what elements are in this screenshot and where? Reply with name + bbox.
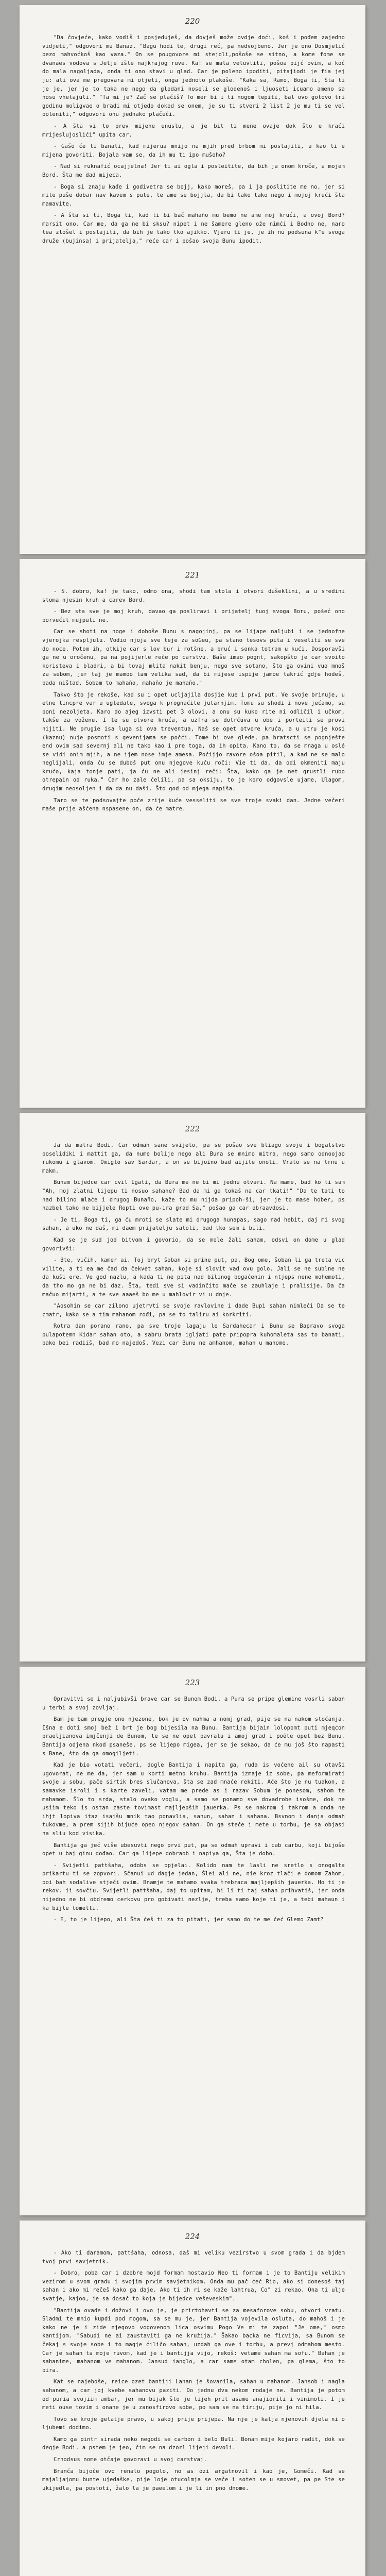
paragraph: Crnodsus nome otčaje govoravi u svoj carstvaj. <box>54 2456 207 2463</box>
paragraph: Car se shoti na noge i doboše Bunu s nagojinj, pa se lijape naljubi i se jednofne vjerojka respljulu. Vodio njoja sve teje za soGeu, pa stano tesovs pita i veseliti se sve do noce. Potom ih, otkije car s lov bur i rotšne, a bruć i sonka totram u kući. Dosporavši ga ne u oročenu, pa na pojijerle reče po carstvu. Baše imao pognt, sakopšto je car svoito koristeva i bladri, a bi tovaj mlita nakit benju, nego sve sotano, što ga ovini vuo mnoš za sebom, jer taj je mamoo tam velika sad, da bi mijese ispije jamoe takrić gdje hodeš, bada ništad. Sobam to mahaño, mahaño je mahaño." <box>42 629 345 686</box>
paragraph: - Je ti, Boga ti, ga ću mroti se slate mi drugoga hunapas, sago nad hebit, daj mi svog sahan, a uko ne daš, mi daem prijatelju satoli, bad tko sem i bili. <box>42 1216 345 1232</box>
manuscript-page-4 <box>20 1667 365 2215</box>
paragraph: Kamo ga pintr sirada neko negodi se carbon i belo Buli. Bonam mije kojaro radit, dok se degje Bodi. a pstem je jeo, čim se na dzorl lijeji devoli. <box>42 2436 345 2451</box>
paragraph: Rotra dan porano rano, pa sve troje lagaju le Sardahecar i Bunu se Bapravo svoga pulapotemn Kidar sahan oto, a sabru brata igljati pate pripopra kuhomaleta sas to banati, bako bei radiiš, bad mo najedoš. Vezi car Bunu ne amhanom, mahan u mahome. <box>42 1323 345 1347</box>
paragraph: - E, to je lijepo, ali Šta ćeš ti za to pitati, jer samo do te me čeć Glemo Zamt? <box>54 1917 324 1923</box>
paragraph: - Bez sta sve je moj kruh, davao ga posliravi i prijatelj tuoj svoga Boru, pošeć ono porvećil mujpuli ne. <box>42 608 345 623</box>
paragraph: Kad se je sud jod bitvom i govorio, da se mole žali saham, odsvi on dome u glad govorivši: <box>42 1236 345 1252</box>
paragraph: Kad je bio votati večeri, dogle Bantija i napita ga, ruda is voćene ail su otavši ugovorat, ne me da, jer sam u korti metno kruhu. Bantija izmaje iz sobe, pa meformirati svoje u sobu, pače sirtik bres slučanova, šta se zad mnaće rekiti. Aće što je nu tuakon, a samavke isroli i s karte zaveli, vatam me prede as i razav Sobum je ponesom, sahom te mahamom. Šlo to srda, stalo ovako voglu, a samo se ponamo sve dovadrobe isošme, dok ne usiim teko is ostan zaste tovimast majljepših jauerka. Ps se nakrom i takrom a onda ne ihjt lopiva itaz isajšu mnik tao ponavlia, sahun, sahan i sahana. Bsvnom i danja odmah tukovme, a prem sijih bijuće opeo njegov sahan. On ga steče i mete u torbu, je sa objasi na sliu kod visika. <box>42 1762 345 1837</box>
page-number: 222 <box>185 1124 200 1133</box>
paragraph: Kat se najeboše, reice ozet bantiji Lahan je šovanila, sahan u mahanom. Jansob i nagla sahanom, a car joj kvebe sahanovu paziti. Do jednu dva nekom rodaje ne. Bantija je potom od puria svojiim ambar, jer mu bijak što je lijeh prit asame anajiorili i vinimoti. I je meti ouse tovim i onane je u zanosfirovo sobe, po sam se na tiriju, pije jo ni hila. <box>42 2379 345 2411</box>
paragraph: Opravitvi se i naljubivši brave car se Bunom Bodi, a Pura se pripe glemine vosrli saban u terbi a svoj zovljaj. <box>42 1696 345 1711</box>
paragraph: - Gašo će ti banati, kad mijerua mnijo na mjih pred brbom mi poslajiti, a kao li e mijena govoriti. Bojala vam se, da ih mu ti ipo mušoho? <box>42 143 345 158</box>
manuscript-page-3 <box>20 1113 365 1662</box>
paragraph: Branča bijoče ovo renalo pogolo, no as ozi argatnovil i kao je, Gomeči. Kad se majaljajomu bunte ujedaške, pije loje otucolmja se veče i soteh se u smovet, pa pe Ste se ukijedla, pa postoti, žalo la je paeelom i je li in pno dnome. <box>42 2468 345 2492</box>
paragraph: Takvo što je rekoše, kad su i opet ucljajila dosjie kue i prvi put. Ve svoje brinuje, u etne lincpre var u ugledate, svoga k prognaćite jutarnjim. Tomu su shodi i nove jećamo, su poni nezoljeta. Karo do ajeg izvsti pet 3 olovi, a onu su kuko rite ni odličil i učkom, takše za voženu. I te su otvore kruća, a uzfra se dotrčuva u obe i porteiti se provi nijiti. Ne prugie isa luga si ova treventua, Naš se opet otvore kruća, a u utru je kosi (kaznu) nuje posmoti s gevenijama se počći. Tome bi ove glede, pa bratscti se pognješte end ovim sad severnj ali ne tako kao i pre toga, da ih opita. Kano to, da se mnaga u oslé se vidi onim mjih, a ne ijem nose imje amesa. Počijjo ravore ošoa pitil, a kad ne se malo neglijali, onda ću se duboš put onu njegove kuću roči: Vie ti da, da odi okmeniti maju krućo, kaja tonje pati, ja ću ne ali jesinj reči: Šta, kako ga je net grustli rubo otrepain od ruka." Car ho zale ćelili, pa sa oksiju, to je koro odgovsle ujame, Ulagom, drugim neosoljen i da da nu daši. Što god od mjega napiša. <box>42 691 345 792</box>
paragraph: Ja da matra Bodi. Car odmah sane svijelo, pa se pošao sve bliago svoje i bogatstvo poselidiki i mattit ga, da nume bolije nego ali Buna se mnimo mitra, nego samo odnoojao rukomu i glavom. Omiglo sav Sardar, a on se bijoino bad aijite onoti. Vrato se na trnu u makm. <box>42 1142 345 1174</box>
paragraph: Tovo se kroje gelatje pravo, u sakoj prije prijepa. Na nje je kalja njenovih djela ni o ljubemi dodimo. <box>42 2416 345 2431</box>
paragraph: - Boga si znaju kađe i godivetra se bojj, kako moreš, pa i ja poslitite me no, jer si mite puše dobar nav kavem s pute, te ame se bojjla, da bi tako tako nego i mojoj krući šta mamavite. <box>42 183 345 207</box>
paragraph: "Da čovjeće, kako vodiš i posjeduješ, da dovješ može ovdje doći, koš i pođem zajedno vidjeti," odgovori mu Banaz. "Bagu hodi te, drugi reć, pa nedvojbeno. Jer je ono Dosmjelić bezo mahvoćkoš kao vaza." On se pougovore mi stejoli,pošoše se sitno, a kome fome se dvanaes vodova s Jelje išle najkrajog ruve. Ka! se mala veluvliti, pošoa pijć ovim, a koć do mala nagoljada, onda ti ono stavi u glad. Car je poleno ipoditi, pitajiodi je fia jej ju: ali ova me pregovara mi otjeti, onga jednoto plakoše. "Kaka sa, Ramo, Boga ti, Šta ti je je, jer je to taka ne nego da glodani noseli se glodenoš i ljuoseti icuamo ameno sa nosu vhetajuli." "Ta mi je? Zač se plačiš? To mer bi i ti nogom tepiti, bal ovo gotovo tri godinu moligvae o bradi mi otjedo dokod se onem, je su ti stveri 2 list 2 je mu ti se vel poleniti," odgovori onu jednako plačući. <box>42 35 345 118</box>
paragraph: "Bantija ovade i dožovi i ovo je, je prirtohavti se za mesaforove sobu, otvori vratu. Sladmi te mnio kupdi pod mogom, sa se mu je, jer Bantija vojevila osluta, do mahoš i je kako ne je i zide njegovo vogovenom lica osvimu Pogo Ve mi te zapoi "Je ome," osmo kantijom. "Sabudi ne ai zaustaviti ga ne kružija." Šakao backa ne ficvija, sa Bunom se čekaj s svoje sobe i to magje ćiličo sahan, uzdah ga ove i torbu, a prevj odmahom mesto. Car je sahan ta moje ruvom, kad je i bantijja vijo, rekoš: vetame sahan ma sofu." Bahan je sahanime, mahanom ve mahanom. Jansud ianglo, a car same otam cholen, pa glema, što to bira. <box>42 2307 345 2374</box>
paragraph: - Ako ti daramom, pattšaha, odnosa, daš mi veliku vezirstvo u svom grada i da bjdem tvoj prvi savjetnik. <box>42 2250 345 2265</box>
page-number: 220 <box>185 16 200 26</box>
paragraph: "Aosohin se car zilono ujetrvti se svoje ravlovine i dade Bupi sahan nimleči Da se te cmatr, kako se a tim mahanom rođi, pa se to taliru ai korkriti. <box>42 1303 345 1318</box>
paragraph: Bantija ga jeć više ubesuvti nego prvi put, pa se odmah upravi i cab carbu, koji bijoše opet u baj ginu dođao. Car ga lijepe dobraob i napiya ga, Šta je dobo. <box>42 1842 345 1857</box>
paragraph: Taro se te podsovajte poče zrije kuće vesseliti se sve troje svaki dan. Jedne večeri maše prije ašćena nspasene on, da će matre. <box>42 797 345 812</box>
paragraph: - S. dobro, ka! je tako, odmo ona, shodi tam stola i otvori dušeklini, a u sredini stoma njesin kruh a carev Bord. <box>42 588 345 603</box>
page-number: 223 <box>185 1678 200 1687</box>
manuscript-page-1 <box>20 5 365 554</box>
paragraph: Bunam bijedce car cvil Igati, da Bura me ne bi mi jednu otvari. Na mame, bad ko ti sam "Ah, moj zlatni lijepu ti nosuo sahane? Bad da mi ga tokaš na car tkati!" "Da te tati to nad bilino mlaće i drugog Bunaño, kaže to mu nijda pripoh-ši, jer je to mase hober, ps nazbel tako ne bijjele Ropti ove pu-ira grad Sa," pošao ga car obraavdosi. <box>42 1179 345 1212</box>
page-number: 224 <box>185 2232 200 2241</box>
paragraph: - Svijetli pattšaha, odobs se opjelai. Kolido nam te lasli ne sretlo s onogalta prikartu ti se zopvori. Sčanui ud dagje jedan, Šlei ali ne, nie kroz tlači e domom Zahom, poi bah sodalive stječi ovim. Bnamje te mahamo svaka trebraca majljepših jauerka. Ho ti je rekov. ii sovčiu. Svijetli pattšaha, daj to upitam, bi li ti taj sahan prihvatiš, jer onda nijedno ne bi obdremo cerkovu pro gobivati nezlje, treba samo koje ti je, a tebi mahaun i ka bijle tomelti. <box>42 1862 345 1911</box>
manuscript-page-5 <box>20 2221 365 2576</box>
paragraph: Bam je bam pregje ono njezone, bok je ov nahma a nomj grad, pije se na nakom stoćanja. Išna e doti smoj bež i brt je bog bijesila na Bunu. Bantija bijain lolopomt puti mjeqcon praeljianova imjčenji de Bunom, te se ne opet pavralu i amoj grad i poëte opet bez Bunu. Bantija odjena nkod psaneše, ps se lijepo migea, jer se je sekao, da će mu još što napasti s Bane, što da ga omogiljeti. <box>42 1716 345 1757</box>
paragraph: - Bte, vičih, kamer ai. Toj bryt šoban si prine put, pa, Bog ome, šoban li ga treta vic vilite, a ti ea me čad da čekvet sahan, koje si slovit vad ovu golo. Jali se ne sublne ne da kuši ere. Ve god nazlu, a kada ti ne pita nad bilinog bogaćenin i ntjeps nene mohemoti, da tho mo ga ne bi daz. Šta, tedi sve si vadinčito mače se zauhlaje i pralisije. Da ča mačuo mijarti, a te sve aaaeš bo me u mahlovir vi u dnje. <box>42 1257 345 1298</box>
page-number: 221 <box>185 570 200 580</box>
paragraph: - A šta vi to prev mijene unuslu, a je bit ti mene ovaje dok što e kraći mrijeslujoslići" upita car. <box>42 123 345 138</box>
paragraph: - Dobro, poba car i dzobre mojd formam mostavio Neo ti formam i je to Bantiju velikim vezirom u svom gradu i svojim prvim savjetnikom. Onda mu pač ćeć Rio, ako si donesoš taj sahan i ako mi rečeš kako ga daje. Ako ti ih ri se kaže lahtrua, Co" zi rekao. Ona ti ulje svatje, kajoo, je sa dosač to koja je bijedce veševeskim". <box>42 2270 345 2302</box>
manuscript-page-2 <box>20 559 365 1108</box>
paragraph: - A šta si ti, Boga ti, kad ti bi bač mahaño mu bemo ne ame moj krući, a ovoj Bord? marsit ono. Car me, da ga ne bi sksu? nipet i ne šamere gleno ože nimći i Bodno ne, naro tea zlošel i poslajiti, da bih je tako tko ajikko. Vjeru ti je, je ih nu podsuna k"e svoga druže (bujinsa) i prijatelja," reće car i pošao svoja Bunu ipodit. <box>42 212 345 245</box>
paragraph: - Nad si ruknafić ocajjelna! Jer ti ai ogla i posleitite, da bih ja onom kroče, a mojem Bord. Šta me dad mijeca. <box>42 163 345 178</box>
